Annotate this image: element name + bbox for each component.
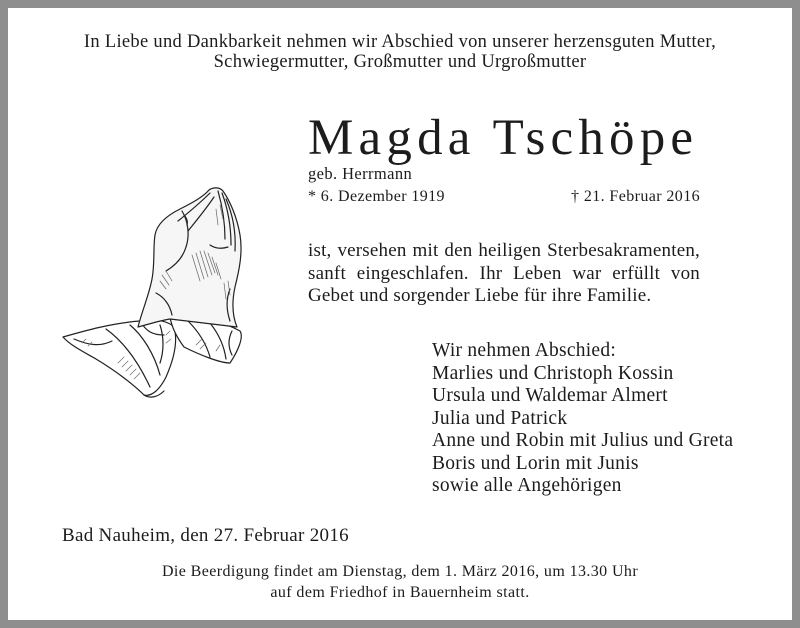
message-line-1: ist, versehen mit den heiligen Sterbesakramenten, bbox=[308, 240, 700, 261]
funeral-info-line-2: auf dem Friedhof in Bauernheim statt. bbox=[270, 584, 530, 601]
intro-line-1: In Liebe und Dankbarkeit nehmen wir Abschied von unserer herzensguten Mutter, bbox=[83, 32, 717, 52]
intro-line-2: Schwiegermutter, Großmutter und Urgroßmutter bbox=[213, 52, 587, 72]
mourner-entry: sowie alle Angehörigen bbox=[432, 475, 622, 496]
praying-hands-icon bbox=[60, 185, 245, 400]
message-line-3: Gebet und sorgender Liebe für ihre Familie. bbox=[308, 285, 652, 306]
mourner-entry: Julia und Patrick bbox=[432, 407, 568, 429]
memorial-message bbox=[308, 240, 700, 308]
mourners-heading: Wir nehmen Abschied: bbox=[432, 340, 617, 361]
birth-date: * 6. Dezember 1919 bbox=[308, 188, 445, 205]
mourner-entry: Boris und Lorin mit Junis bbox=[432, 452, 639, 474]
life-dates bbox=[308, 187, 700, 207]
left-sleeve bbox=[63, 320, 176, 397]
mourner-entry: Ursula und Waldemar Almert bbox=[432, 385, 668, 406]
mourners-list bbox=[432, 340, 733, 498]
deceased-name: Magda Tschöpe bbox=[308, 110, 699, 166]
mourner-entry: Marlies und Christoph Kossin bbox=[432, 362, 674, 384]
death-date: † 21. Februar 2016 bbox=[571, 188, 700, 205]
message-line-2: sanft eingeschlafen. Ihr Leben war erfüllt von bbox=[308, 262, 700, 284]
funeral-info-line-1: Die Beerdigung findet am Dienstag, dem 1. März 2016, um 13.30 Uhr bbox=[161, 563, 639, 580]
place-and-date: Bad Nauheim, den 27. Februar 2016 bbox=[62, 525, 349, 546]
hands bbox=[138, 188, 241, 327]
birth-name: geb. Herrmann bbox=[308, 164, 413, 183]
mourner-entry: Anne und Robin mit Julius und Greta bbox=[432, 430, 734, 451]
